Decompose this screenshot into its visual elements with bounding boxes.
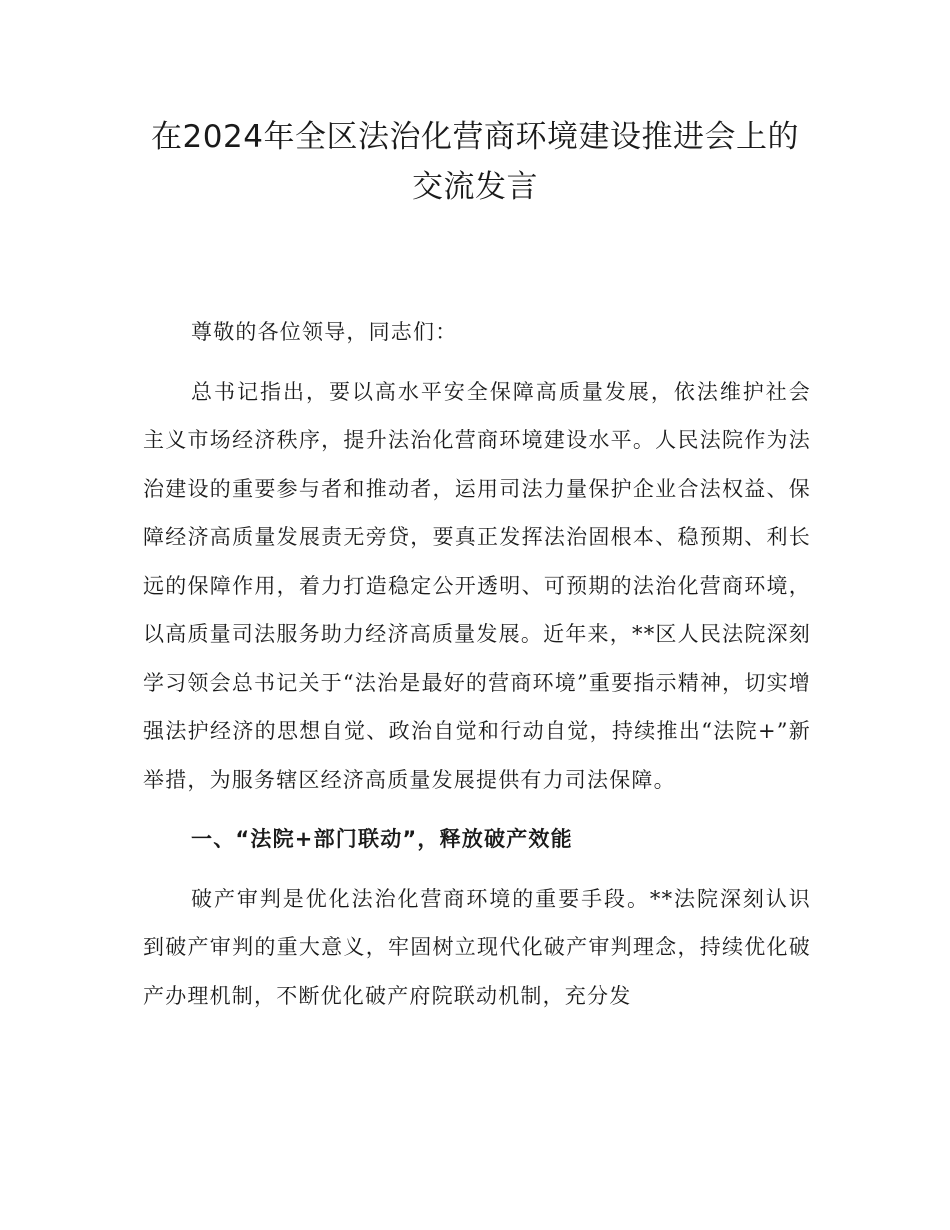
document-title: 在2024年全区法治化营商环境建设推进会上的交流发言 xyxy=(151,119,799,205)
paragraph-bankruptcy: 破产审判是优化法治化营商环境的重要手段。**法院深刻认识到破产审判的重大意义，牢固树立现代化破产审判理念，持续优化破产办理机制，不断优化破产府院联动机制，充分发 xyxy=(143,886,811,1008)
salutation: 尊敬的各位领导，同志们： xyxy=(191,320,458,344)
document-body xyxy=(143,308,811,1031)
paragraph-intro: 总书记指出，要以高水平安全保障高质量发展，依法维护社会主义市场经济秩序，提升法治化营商环境建设水平。人民法院作为法治建设的重要参与者和推动者，运用司法力量保护企业合法权益、保障经济高质量发展责无旁贷，要真正发挥法治固根本、稳预期、利长远的保障作用，着力打造稳定公开透明、可预期的法治化营商环境，以高质量司法服务助力经济高质量发展。近年来，**区人民法院深刻学习领会总书记关于“法治是最好的营商环境”重要指示精神，切实增强法护经济的思想自觉、政治自觉和行动自觉，持续推出“法院+”新举措，为服务辖区经济高质量发展提供有力司法保障。 xyxy=(143,379,811,792)
section-heading: 一、“法院+部门联动”，释放破产效能 xyxy=(191,827,573,851)
